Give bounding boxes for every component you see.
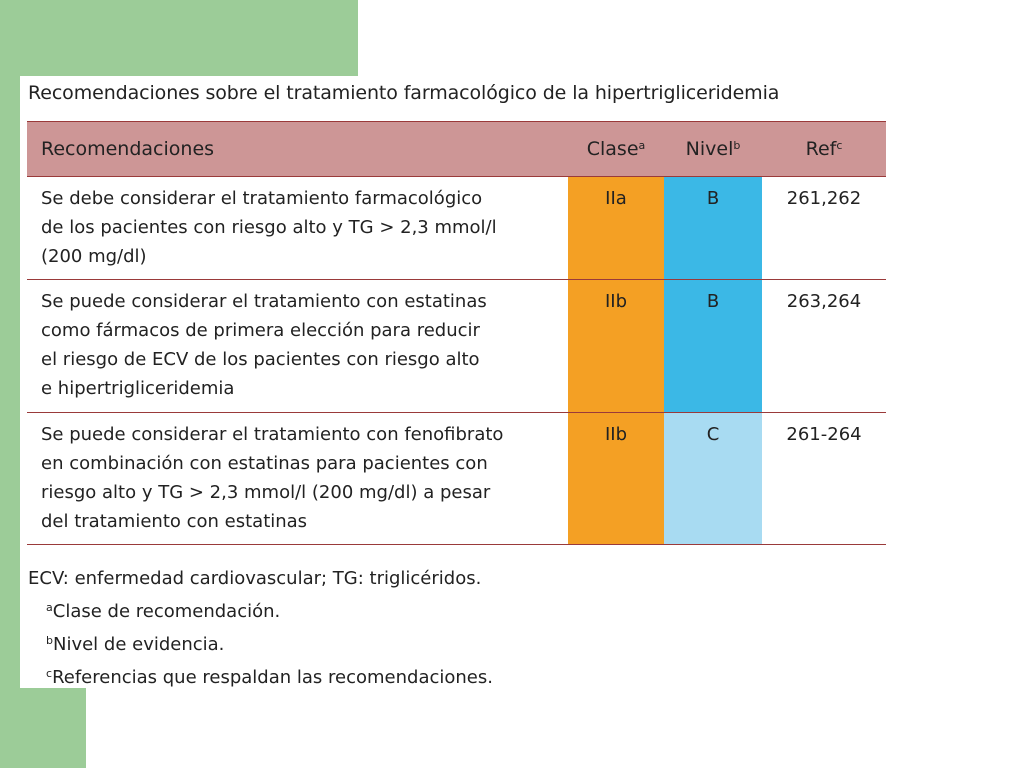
class-cell: IIa [568, 177, 664, 280]
ref-cell: 263,264 [762, 280, 886, 413]
level-cell: B [664, 177, 762, 280]
table-row [27, 413, 886, 545]
recommendations-card [20, 76, 895, 688]
header-class-sup: a [638, 139, 646, 152]
recommendation-text: Se debe considerar el tratamiento farmacológico de los pacientes con riesgo alto y TG > 2,3 mmol/l (200 mg/dl) [27, 177, 568, 280]
decor-green-top-bar [0, 0, 358, 78]
class-cell: IIb [568, 413, 664, 545]
level-cell: B [664, 280, 762, 413]
header-ref-sup: c [836, 139, 843, 152]
footnote-a: $^a$Clase de recomendación. [46, 601, 281, 622]
header-level: Nivel$^b$ [664, 122, 762, 177]
class-cell: IIb [568, 280, 664, 413]
recommendation-text: Se puede considerar el tratamiento con fenofibrato en combinación con estatinas para pacientes con riesgo alto y TG > 2,3 mmol/l (200 mg/dl) a pesar del tratamiento con estatinas [27, 413, 568, 545]
table-row [27, 177, 886, 280]
recommendations-table [27, 121, 886, 545]
footnote-abbreviations: ECV: enfermedad cardiovascular; TG: triglicéridos. [28, 568, 482, 589]
header-ref: Ref$^c$ [762, 122, 886, 177]
header-recommendations: Recomendaciones [27, 122, 568, 177]
ref-cell: 261-264 [762, 413, 886, 545]
footnote-b: $^b$Nivel de evidencia. [46, 634, 225, 655]
ref-cell: 261,262 [762, 177, 886, 280]
level-cell: C [664, 413, 762, 545]
header-level-sup: b [733, 139, 741, 152]
table-header-row [27, 122, 886, 177]
table-row [27, 280, 886, 413]
table-title: Recomendaciones sobre el tratamiento farmacológico de la hipertrigliceridemia [28, 82, 780, 104]
footnote-c: $^c$Referencias que respaldan las recomendaciones. [46, 667, 493, 688]
recommendation-text: Se puede considerar el tratamiento con estatinas como fármacos de primera elección para reducir el riesgo de ECV de los pacientes con riesgo alto e hipertrigliceridemia [27, 280, 568, 413]
footnotes [28, 564, 493, 692]
header-class: Clase$^a$ [568, 122, 664, 177]
